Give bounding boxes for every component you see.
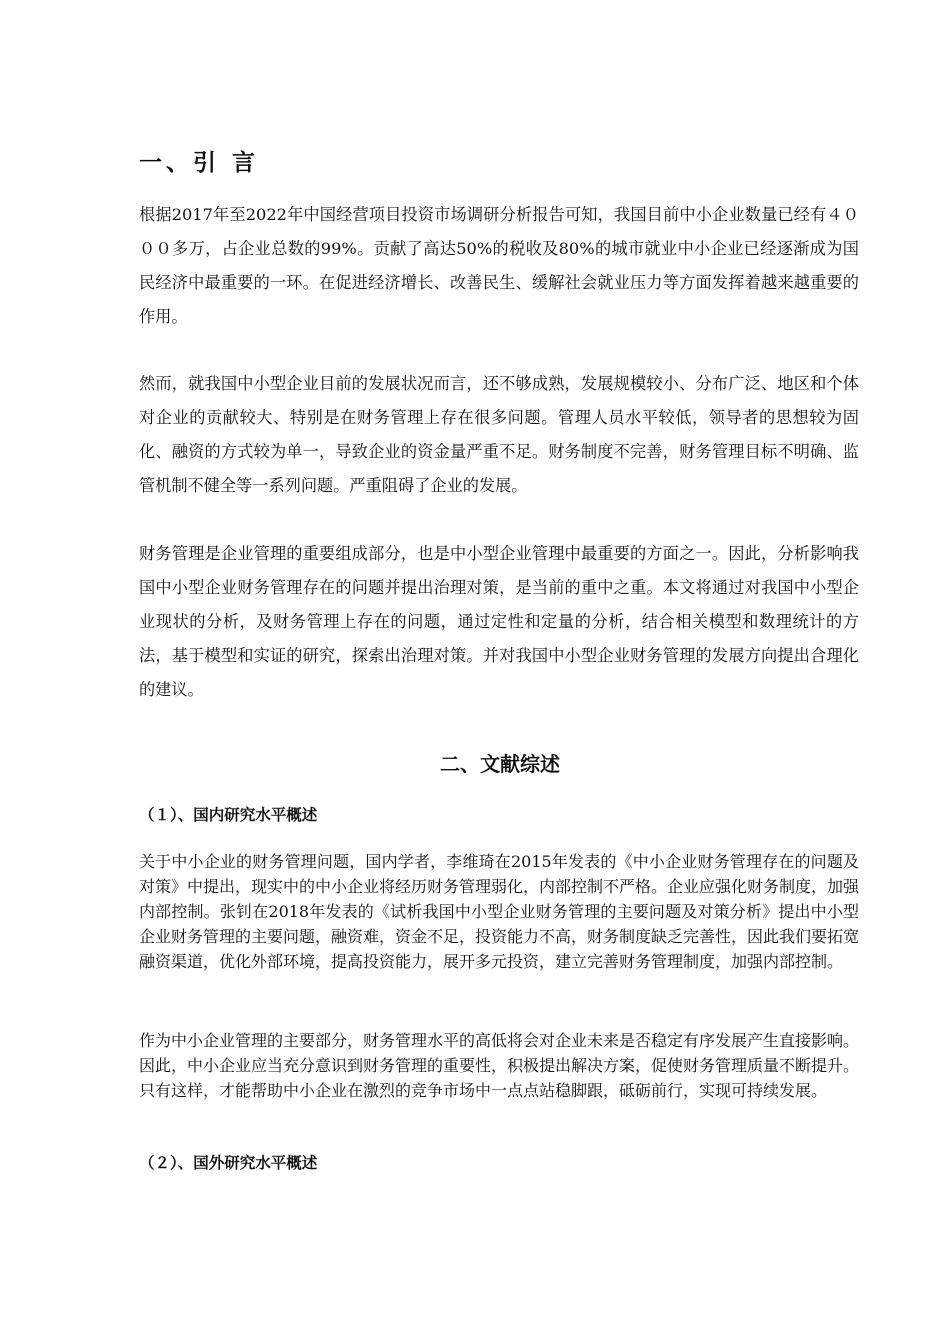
subsection-heading-foreign: （２）、国外研究水平概述 [139, 1154, 318, 1172]
paragraph-intro-1: 根据2017年至2022年中国经营项目投资市场调研分析报告可知，我国目前中小企业数量已经有４０００多万，占企业总数的99%。贡献了高达50%的税收及80%的城市就业中小企业已经逐渐成为国民经济中最重要的一环。在促进经济增长、改善民生、缓解社会就业压力等方面发挥着越来越重要的作用。 [139, 205, 859, 326]
paragraph-intro-2: 然而，就我国中小型企业目前的发展状况而言，还不够成熟，发展规模较小、分布广泛、地区和个体对企业的贡献较大、特别是在财务管理上存在很多问题。管理人员水平较低，领导者的思想较为固化、融资的方式较为单一，导致企业的资金量严重不足。财务制度不完善，财务管理目标不明确、监管机制不健全等一系列问题。严重阻碍了企业的发展。 [139, 374, 859, 495]
subsection-heading-domestic: （１）、国内研究水平概述 [139, 806, 318, 824]
paragraph-domestic-2: 作为中小企业管理的主要部分，财务管理水平的高低将会对企业未来是否稳定有序发展产生直接影响。因此，中小企业应当充分意识到财务管理的重要性，积极提出解决方案，促使财务管理质量不断提升。只有这样，才能帮助中小企业在激烈的竞争市场中一点点站稳脚跟，砥砺前行，实现可持续发展。 [139, 1031, 860, 1100]
paragraph-intro-3: 财务管理是企业管理的重要组成部分，也是中小型企业管理中最重要的方面之一。因此，分析影响我国中小型企业财务管理存在的问题并提出治理对策，是当前的重中之重。本文将通过对我国中小型企业现状的分析，及财务管理上存在的问题，通过定性和定量的分析，结合相关模型和数理统计的方法，基于模型和实证的研究，探索出治理对策。并对我国中小型企业财务管理的发展方向提出合理化的建议。 [139, 544, 859, 699]
section-heading-literature-review: 二、文献综述 [440, 752, 560, 776]
paragraph-domestic-1: 关于中小企业的财务管理问题，国内学者，李维琦在2015年发表的《中小企业财务管理存在的问题及对策》中提出，现实中的中小企业将经历财务管理弱化，内部控制不严格。企业应强化财务制度，加强内部控制。张钊在2018年发表的《试析我国中小型企业财务管理的主要问题及对策分析》提出中小型企业财务管理的主要问题，融资难，资金不足，投资能力不高，财务制度缺乏完善性，因此我们要拓宽融资渠道，优化外部环境，提高投资能力，展开多元投资，建立完善财务管理制度，加强内部控制。 [139, 852, 860, 971]
section-heading-introduction: 一、引 言 [139, 150, 260, 176]
